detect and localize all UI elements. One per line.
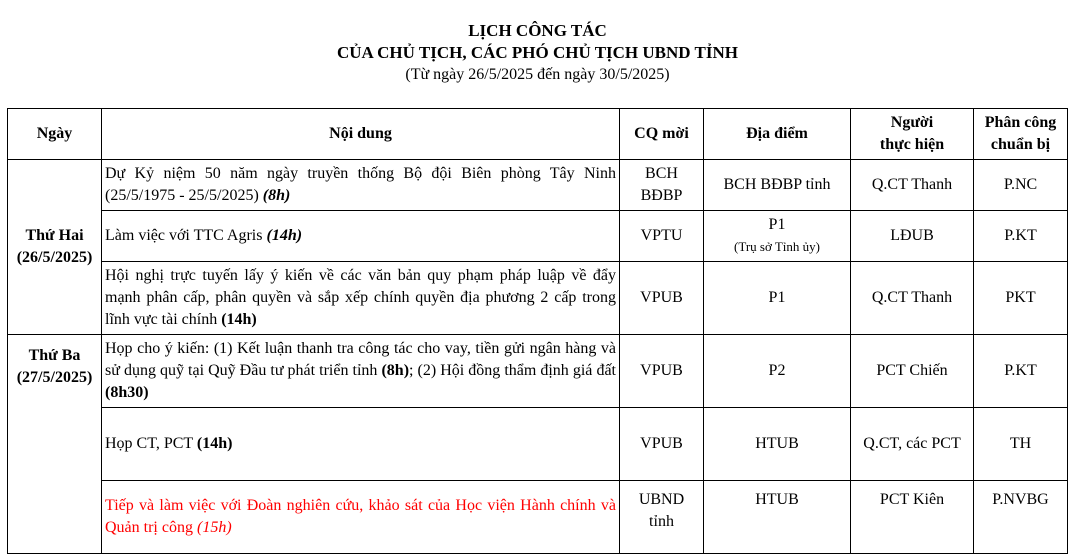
inviter-line1: BCH	[645, 165, 678, 182]
content-text: Làm việc với TTC Agris	[105, 227, 267, 244]
inviter-cell: VPTU	[620, 211, 704, 262]
day-date: (27/5/2025)	[16, 369, 93, 386]
table-row	[8, 408, 1068, 481]
executor-cell: Q.CT, các PCT	[851, 408, 974, 481]
content-time: (14h)	[196, 435, 233, 452]
content-text: Dự Kỷ niệm 50 năm ngày truyền thống Bộ đội Biên phòng Tây Ninh (25/5/1975 - 25/5/2025)	[105, 165, 616, 204]
day-name: Thứ Ba	[28, 347, 81, 364]
table-row	[8, 211, 1068, 262]
location-cell: P2	[704, 335, 851, 408]
content-cell	[102, 335, 620, 408]
col-header-executor-line1: Người	[890, 114, 934, 131]
table-row	[8, 160, 1068, 211]
col-header-prep-line1: Phân công	[984, 114, 1057, 131]
content-time: (8h30)	[105, 384, 149, 401]
executor-cell: LĐUB	[851, 211, 974, 262]
col-header-prep	[974, 109, 1068, 160]
inviter-cell: VPUB	[620, 335, 704, 408]
executor-cell: PCT Kiên	[851, 481, 974, 554]
schedule-header	[0, 0, 1075, 86]
inviter-line2: tỉnh	[649, 513, 674, 530]
location-note: (Trụ sở Tỉnh ủy)	[734, 239, 820, 254]
content-cell	[102, 211, 620, 262]
page-subtitle: CỦA CHỦ TỊCH, CÁC PHÓ CHỦ TỊCH UBND TỈNH	[337, 43, 738, 62]
inviter-cell	[620, 160, 704, 211]
prep-cell: TH	[974, 408, 1068, 481]
page-title: LỊCH CÔNG TÁC	[468, 21, 607, 40]
day-name: Thứ Hai	[25, 227, 84, 244]
inviter-line1: UBND	[638, 491, 685, 508]
content-text: Tiếp và làm việc với Đoàn nghiên cứu, khảo sát của Học viện Hành chính và Quản trị công	[105, 497, 616, 536]
content-text: ; (2) Hội đồng thẩm định giá đất	[409, 362, 616, 379]
inviter-cell: VPUB	[620, 262, 704, 335]
executor-cell: Q.CT Thanh	[851, 262, 974, 335]
day-cell-tuesday	[8, 335, 102, 554]
location-cell	[704, 211, 851, 262]
day-date: (26/5/2025)	[16, 249, 93, 266]
table-row	[8, 262, 1068, 335]
executor-cell: Q.CT Thanh	[851, 160, 974, 211]
content-cell	[102, 408, 620, 481]
table-row	[8, 335, 1068, 408]
content-text: Họp cho ý kiến: (1) Kết luận thanh tra công tác cho vay, tiền gửi ngân hàng và sử dụng quỹ tại Quỹ Đầu tư phát triển tỉnh	[105, 340, 616, 379]
content-cell	[102, 262, 620, 335]
prep-cell: P.NC	[974, 160, 1068, 211]
content-text: Hội nghị trực tuyến lấy ý kiến về các văn bản quy phạm pháp luập về đẩy mạnh phân cấp, phân quyền và sắp xếp chính quyền địa phương 2 cấp trong lĩnh vực tài chính	[105, 267, 616, 328]
location-name: P1	[768, 216, 786, 233]
location-cell: P1	[704, 262, 851, 335]
col-header-day: Ngày	[8, 109, 102, 160]
location-cell: HTUB	[704, 481, 851, 554]
col-header-location: Địa điểm	[704, 109, 851, 160]
prep-cell: P.KT	[974, 335, 1068, 408]
col-header-executor-line2: thực hiện	[879, 136, 945, 153]
inviter-line2: BĐBP	[640, 187, 683, 204]
prep-cell: P.KT	[974, 211, 1068, 262]
col-header-content: Nội dung	[102, 109, 620, 160]
location-cell: BCH BĐBP tỉnh	[704, 160, 851, 211]
table-row	[8, 481, 1068, 554]
table-header-row	[8, 109, 1068, 160]
inviter-cell: VPUB	[620, 408, 704, 481]
prep-cell: PKT	[974, 262, 1068, 335]
content-time: (14h)	[266, 227, 303, 244]
content-text: Họp CT, PCT	[105, 435, 197, 452]
day-cell-monday	[8, 160, 102, 335]
content-time: (14h)	[221, 311, 257, 328]
content-time: (8h)	[381, 362, 410, 379]
content-time: (8h)	[262, 187, 291, 204]
content-time: (15h)	[196, 519, 232, 536]
inviter-cell	[620, 481, 704, 554]
executor-cell: PCT Chiến	[851, 335, 974, 408]
location-cell: HTUB	[704, 408, 851, 481]
col-header-prep-line2: chuẩn bị	[990, 136, 1051, 153]
col-header-inviter: CQ mời	[620, 109, 704, 160]
schedule-table	[7, 108, 1068, 554]
prep-cell: P.NVBG	[974, 481, 1068, 554]
col-header-executor	[851, 109, 974, 160]
date-range: (Từ ngày 26/5/2025 đến ngày 30/5/2025)	[405, 66, 670, 83]
content-cell	[102, 160, 620, 211]
content-cell-highlight	[102, 481, 620, 554]
